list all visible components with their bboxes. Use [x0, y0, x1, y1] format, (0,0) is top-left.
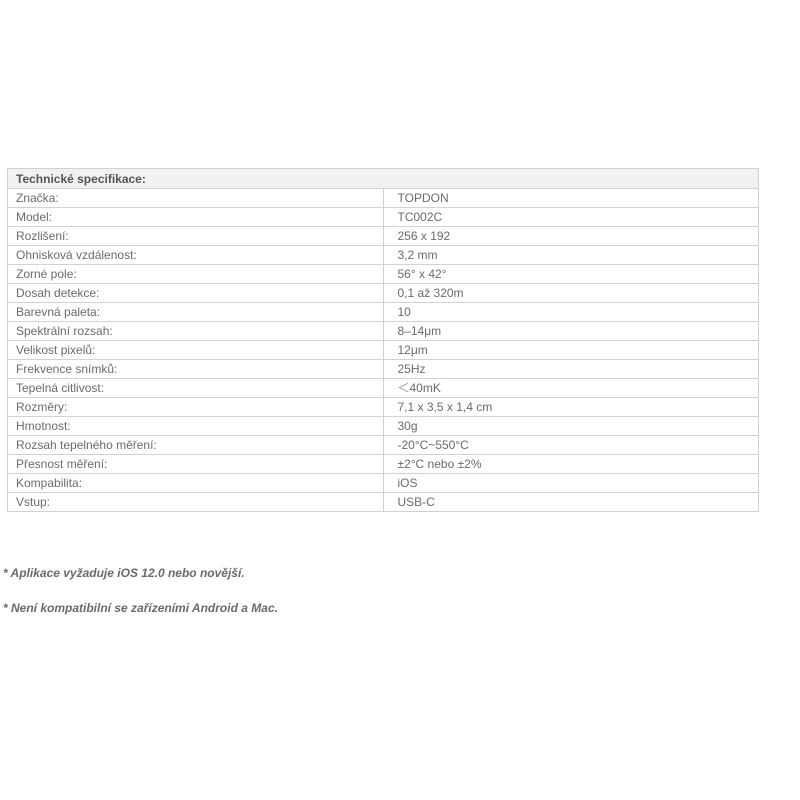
spec-value: ±2°C nebo ±2%	[383, 455, 759, 474]
spec-value: 56° x 42°	[383, 265, 759, 284]
table-row	[8, 455, 759, 474]
spec-label: Hmotnost:	[8, 417, 384, 436]
table-row	[8, 398, 759, 417]
table-row	[8, 322, 759, 341]
spec-value: 256 x 192	[383, 227, 759, 246]
table-row	[8, 493, 759, 512]
spec-label: Kompabilita:	[8, 474, 384, 493]
spec-table	[7, 168, 759, 512]
spec-value: 10	[383, 303, 759, 322]
spec-value: TOPDON	[383, 189, 759, 208]
table-row	[8, 379, 759, 398]
spec-label: Model:	[8, 208, 384, 227]
spec-label: Barevná paleta:	[8, 303, 384, 322]
table-row	[8, 189, 759, 208]
spec-table-title: Technické specifikace:	[8, 169, 759, 189]
table-row	[8, 246, 759, 265]
table-row	[8, 303, 759, 322]
compatibility-note: * Není kompatibilní se zařízeními Android a Mac.	[3, 601, 278, 615]
spec-label: Rozsah tepelného měření:	[8, 436, 384, 455]
spec-value: -20°C~550°C	[383, 436, 759, 455]
spec-value: iOS	[383, 474, 759, 493]
spec-label: Tepelná citlivost:	[8, 379, 384, 398]
spec-value: 30g	[383, 417, 759, 436]
spec-label: Vstup:	[8, 493, 384, 512]
table-row	[8, 265, 759, 284]
spec-label: Přesnost měření:	[8, 455, 384, 474]
ios-requirement-note: * Aplikace vyžaduje iOS 12.0 nebo novější.	[3, 566, 245, 580]
spec-value: 7,1 x 3,5 x 1,4 cm	[383, 398, 759, 417]
spec-value: 25Hz	[383, 360, 759, 379]
table-row	[8, 417, 759, 436]
spec-value: TC002C	[383, 208, 759, 227]
spec-label: Ohnisková vzdálenost:	[8, 246, 384, 265]
spec-label: Rozměry:	[8, 398, 384, 417]
table-row	[8, 341, 759, 360]
spec-label: Zorné pole:	[8, 265, 384, 284]
spec-table-header	[8, 169, 759, 189]
table-row	[8, 436, 759, 455]
spec-label: Dosah detekce:	[8, 284, 384, 303]
spec-value: ＜40mK	[383, 379, 759, 398]
table-row	[8, 360, 759, 379]
table-row	[8, 227, 759, 246]
spec-value: 12μm	[383, 341, 759, 360]
spec-value: 0,1 až 320m	[383, 284, 759, 303]
table-row	[8, 208, 759, 227]
spec-value: 8–14μm	[383, 322, 759, 341]
spec-label: Spektrální rozsah:	[8, 322, 384, 341]
table-row	[8, 474, 759, 493]
spec-label: Frekvence snímků:	[8, 360, 384, 379]
spec-label: Velikost pixelů:	[8, 341, 384, 360]
spec-label: Rozlišení:	[8, 227, 384, 246]
spec-label: Značka:	[8, 189, 384, 208]
spec-value: 3,2 mm	[383, 246, 759, 265]
spec-value: USB-C	[383, 493, 759, 512]
table-row	[8, 284, 759, 303]
